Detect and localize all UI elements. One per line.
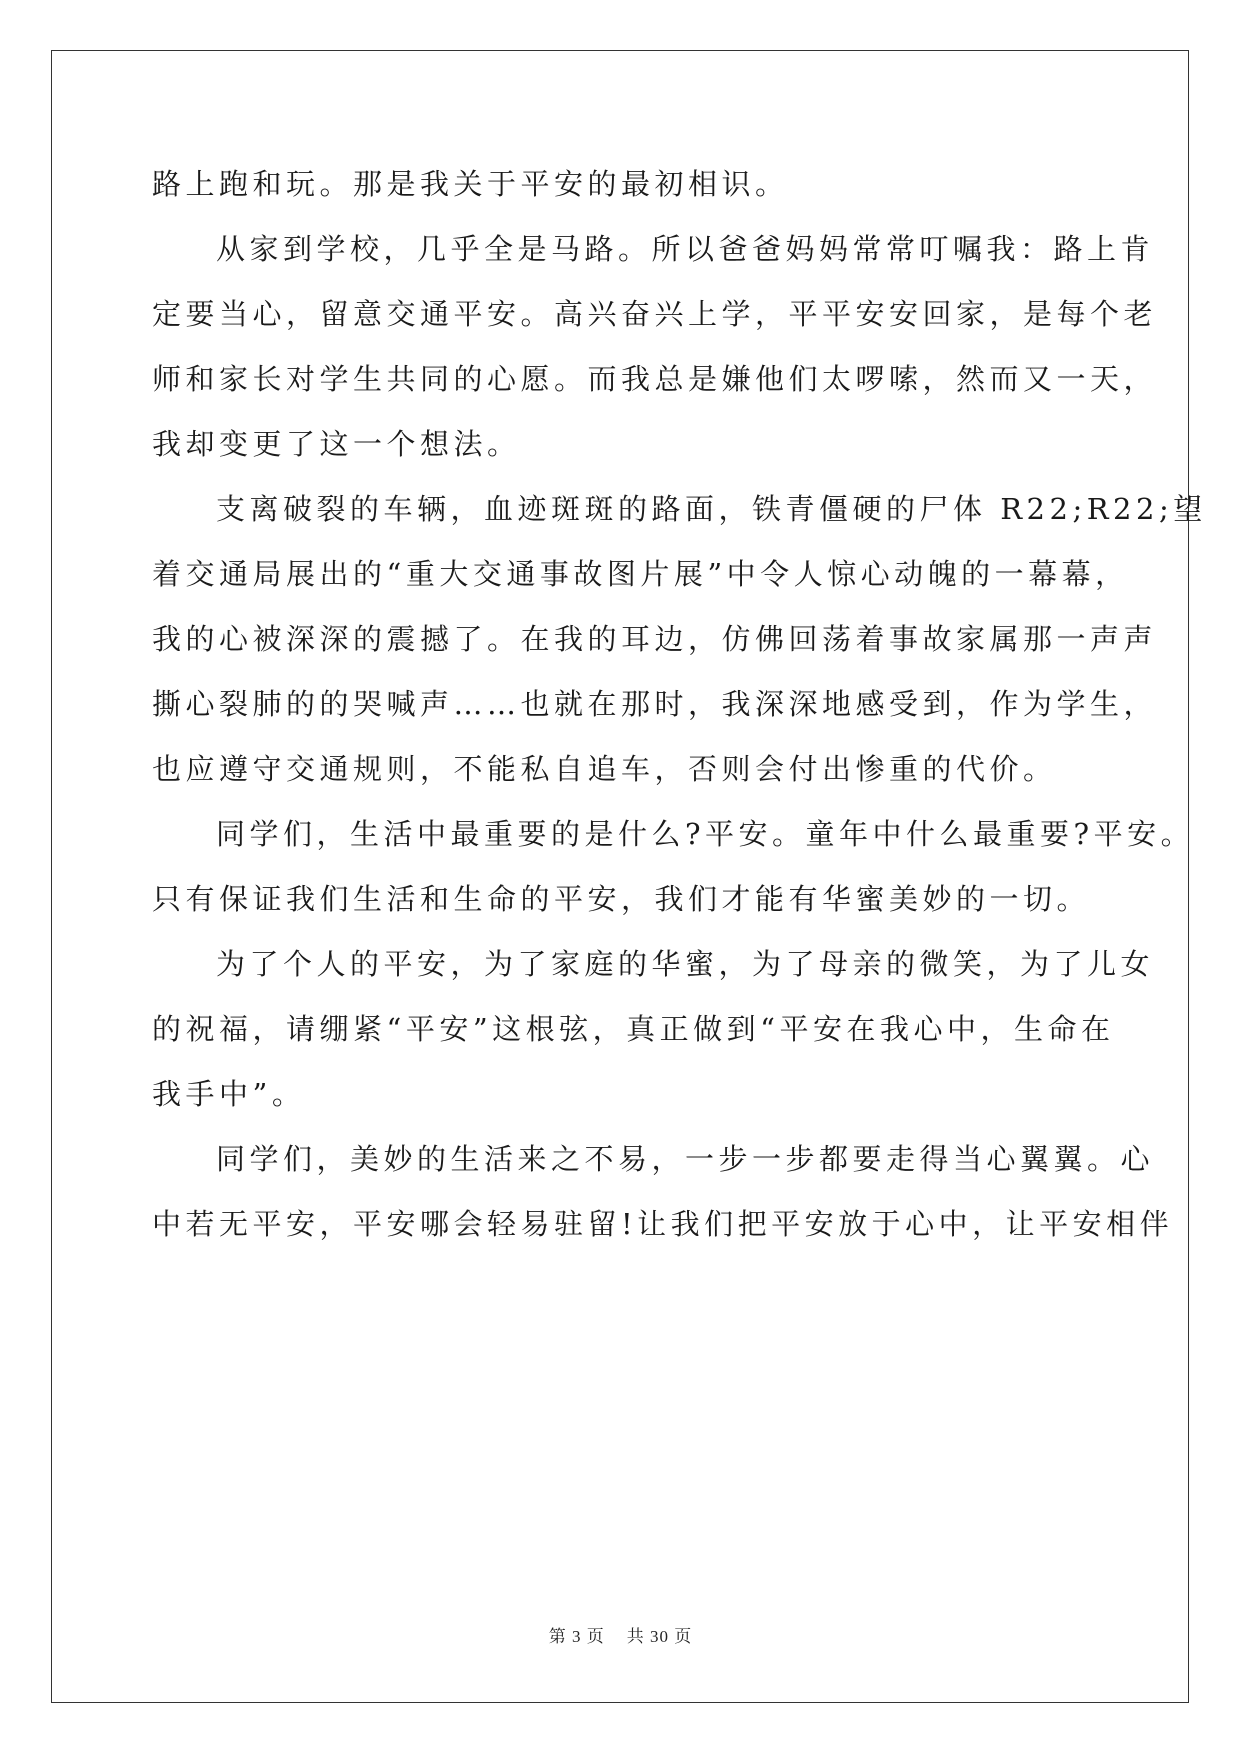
page-footer — [0, 1622, 1241, 1647]
text-line: 为了个人的平安，为了家庭的华蜜，为了母亲的微笑，为了儿女 — [216, 947, 1155, 981]
text-line: 的祝福，请绷紧“平安”这根弦，真正做到“平安在我心中，生命在 — [152, 1012, 1115, 1046]
text-line: 同学们，生活中最重要的是什么?平安。童年中什么最重要?平安。 — [216, 817, 1195, 851]
text-line: 同学们，美妙的生活来之不易，一步一步都要走得当心翼翼。心 — [216, 1142, 1155, 1176]
text-line: 也应遵守交通规则，不能私自追车，否则会付出惨重的代价。 — [152, 752, 1057, 786]
text-line: 师和家长对学生共同的心愿。而我总是嫌他们太啰嗦，然而又一天， — [152, 362, 1158, 396]
text-line: 撕心裂肺的的哭喊声……也就在那时，我深深地感受到，作为学生， — [152, 687, 1158, 721]
page-number: 第 3 页 — [548, 1627, 605, 1646]
page-total: 共 30 页 — [626, 1627, 693, 1646]
text-line: 支离破裂的车辆，血迹斑斑的路面，铁青僵硬的尸体 R22;R22;望 — [216, 492, 1207, 526]
document-body — [152, 152, 1207, 1257]
text-line: 我却变更了这一个想法。 — [152, 427, 521, 461]
text-line: 着交通局展出的“重大交通事故图片展”中令人惊心动魄的一幕幕， — [152, 557, 1129, 591]
text-line: 我手中”。 — [152, 1077, 306, 1111]
text-line: 路上跑和玩。那是我关于平安的最初相识。 — [152, 167, 789, 201]
text-line: 定要当心，留意交通平安。高兴奋兴上学，平平安安回家，是每个老 — [152, 297, 1158, 331]
text-line: 中若无平安，平安哪会轻易驻留!让我们把平安放于心中，让平安相伴 — [152, 1207, 1174, 1241]
text-line: 从家到学校，几乎全是马路。所以爸爸妈妈常常叮嘱我：路上肯 — [216, 232, 1155, 266]
text-line: 我的心被深深的震撼了。在我的耳边，仿佛回荡着事故家属那一声声 — [152, 622, 1158, 656]
text-line: 只有保证我们生活和生命的平安，我们才能有华蜜美妙的一切。 — [152, 882, 1091, 916]
